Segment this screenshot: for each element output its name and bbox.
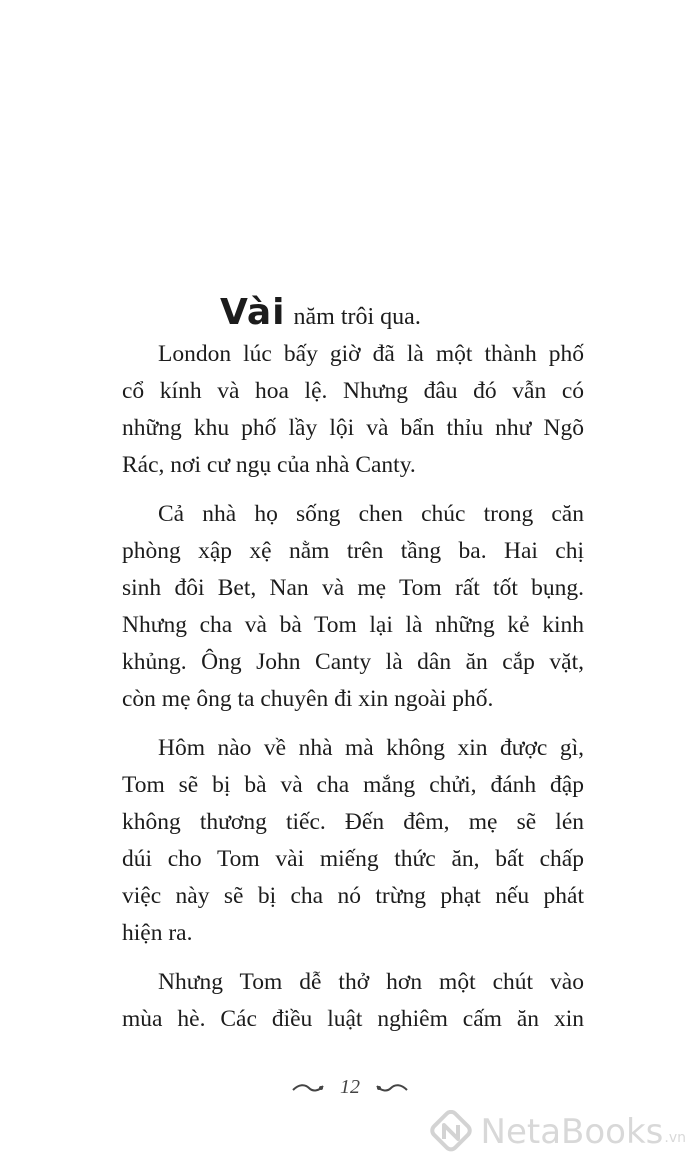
text-line: còn mẹ ông ta chuyên đi xin ngoài phố. (122, 686, 494, 712)
paragraph-4 (122, 964, 584, 1038)
text-line: khủng. Ông John Canty là dân ăn cắp vặt, (122, 649, 584, 675)
text-line: Nhưng cha và bà Tom lại là những kẻ kinh (122, 612, 584, 638)
watermark-tld: .vn (664, 1130, 686, 1146)
watermark (429, 1110, 686, 1154)
text-line: Rác, nơi cư ngụ của nhà Canty. (122, 452, 416, 478)
text-line: việc này sẽ bị cha nó trừng phạt nếu phát (122, 883, 584, 909)
text-line: mùa hè. Các điều luật nghiêm cấm ăn xin (122, 1006, 584, 1032)
text-line: London lúc bấy giờ đã là một thành phố (158, 341, 584, 367)
right-ornament-icon (375, 1082, 409, 1094)
netabooks-logo-icon (429, 1110, 473, 1154)
opening-line: năm trôi qua. (293, 304, 421, 330)
watermark-brand: NetaBooks (480, 1112, 664, 1152)
chapter-opening (122, 290, 584, 336)
text-line: Cả nhà họ sống chen chúc trong căn (158, 501, 584, 527)
text-line: Hôm nào về nhà mà không xin được gì, (158, 735, 584, 761)
paragraph-2 (122, 496, 584, 718)
text-line: hiện ra. (122, 920, 193, 946)
text-line: cổ kính và hoa lệ. Nhưng đâu đó vẫn có (122, 378, 584, 404)
text-line: những khu phố lầy lội và bẩn thỉu như Ngõ (122, 415, 584, 441)
text-line: Tom sẽ bị bà và cha mắng chửi, đánh đập (122, 772, 584, 798)
paragraph-3 (122, 730, 584, 952)
text-line: sinh đôi Bet, Nan và mẹ Tom rất tốt bụng. (122, 575, 584, 601)
left-ornament-icon (291, 1082, 325, 1094)
text-line: phòng xập xệ nằm trên tầng ba. Hai chị (122, 538, 584, 564)
paragraph-1 (122, 336, 584, 484)
page-number: 12 (340, 1076, 360, 1098)
text-line: Nhưng Tom dễ thở hơn một chút vào (158, 969, 584, 995)
page-footer (0, 1076, 700, 1099)
text-line: dúi cho Tom vài miếng thức ăn, bất chấp (122, 846, 584, 872)
drop-word: Vài (220, 292, 286, 333)
text-line: không thương tiếc. Đến đêm, mẹ sẽ lén (122, 809, 584, 835)
body-text (122, 290, 584, 1050)
